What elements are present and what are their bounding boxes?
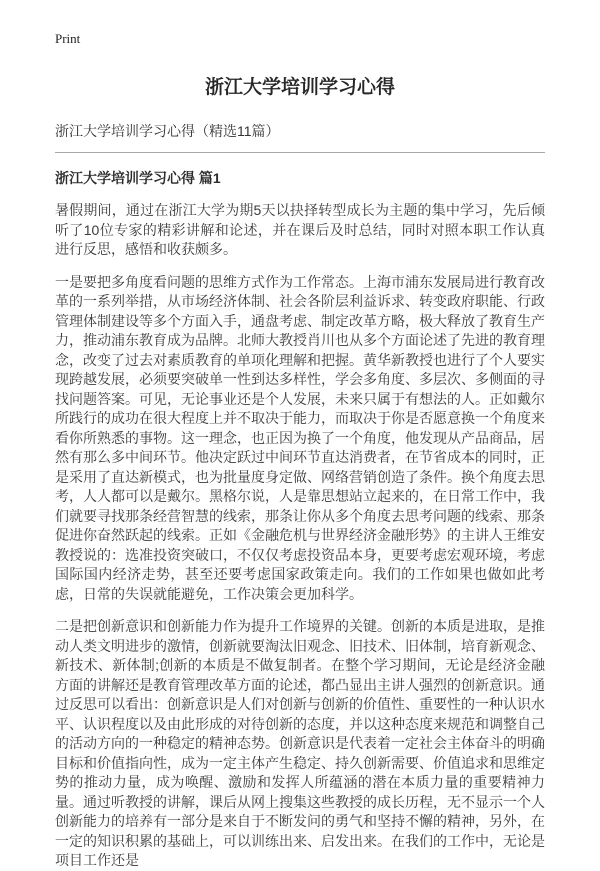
paragraph-point-two: 二是把创新意识和创新能力作为提升工作境界的关键。创新的本质是进取，是推动人类文明进步的激情，创新就要淘汰旧观念、旧技术、旧体制，培育新观念、新技术、新体制;创新的本质是不做复制者。在整个学习期间，无论是经济金融方面的讲解还是教育管理改革方面的论述，都凸显出主讲人强烈的创新意识。通过反思可以看出：创新意识是人们对创新与创新的价值性、重要性的一种认识水平、认识程度以及由此形成的对待创新的态度，并以这种态度来规范和调整自己的活动方向的一种稳定的精神态势。创新意识是代表着一定社会主体奋斗的明确目标和价值指向性，成为一定主体产生稳定、持久创新需要、价值追求和思维定势的推动力量，成为唤醒、激励和发挥人所蕴涵的潜在本质力量的重要精神力量。通过听教授的讲解，课后从网上搜集这些教授的成长历程，无不显示一个人创新能力的培养有一部分是来自于不断发问的勇气和坚持不懈的精神，另外，在一定的知识积累的基础上，可以训练出来、启发出来。在我们的工作中，无论是项目工作还是 [55, 618, 545, 868]
print-button[interactable]: Print [55, 31, 81, 46]
paragraph-intro: 暑假期间，通过在浙江大学为期5天以抉择转型成长为主题的集中学习，先后倾听了10位专家的精彩讲解和论述，并在课后及时总结，同时对照本职工作认真进行反思，感悟和收获颇多。 [55, 202, 545, 257]
doc-subtitle: 浙江大学培训学习心得（精选11篇） [55, 122, 545, 153]
section-heading: 浙江大学培训学习心得 篇1 [55, 170, 221, 186]
paragraph-point-one: 一是要把多角度看问题的思维方式作为工作常态。上海市浦东发展局进行教育改革的一系列举措，从市场经济体制、社会各阶层利益诉求、转变政府职能、行政管理体制建设等多个方面入手，通盘考虑、制定改革方略，极大释放了教育生产力，推动浦东教育成为品牌。北师大教授肖川也从多个方面论述了先进的教育理念，改变了过去对素质教育的单项化理解和把握。黄华新教授也进行了个人要实现跨越发展，必须要突破单一性到达多样性，学会多角度、多层次、多侧面的寻找问题答案。可见，无论事业还是个人发展，未来只属于有想法的人。正如戴尔所践行的成功在很大程度上并不取决于能力，而取决于你是否愿意换一个角度来看你所熟悉的事物。这一理念，也正因为换了一个角度，他发现从产品商品，居然有那么多中间环节。他决定跃过中间环节直达消费者，在节省成本的同时，正是采用了直达新模式，也为批量度身定做、网络营销创造了条件。换个角度去思考，人人都可以是戴尔。黑格尔说，人是靠思想站立起来的，在日常工作中，我们就要寻找那条经营智慧的线索，那条让你从多个角度去思考问题的线索、那条促进你奋然跃起的线索。正如《金融危机与世界经济金融形势》的主讲人王维安教授说的：选准投资突破口，不仅仅考虑投资品本身，更要考虑宏观环境，考虑国际国内经济走势，甚至还要考虑国家政策走向。我们的工作如果也做如此考虑，日常的失误就能避免，工作决策会更加科学。 [55, 273, 545, 602]
page-title: 浙江大学培训学习心得 [204, 77, 395, 98]
